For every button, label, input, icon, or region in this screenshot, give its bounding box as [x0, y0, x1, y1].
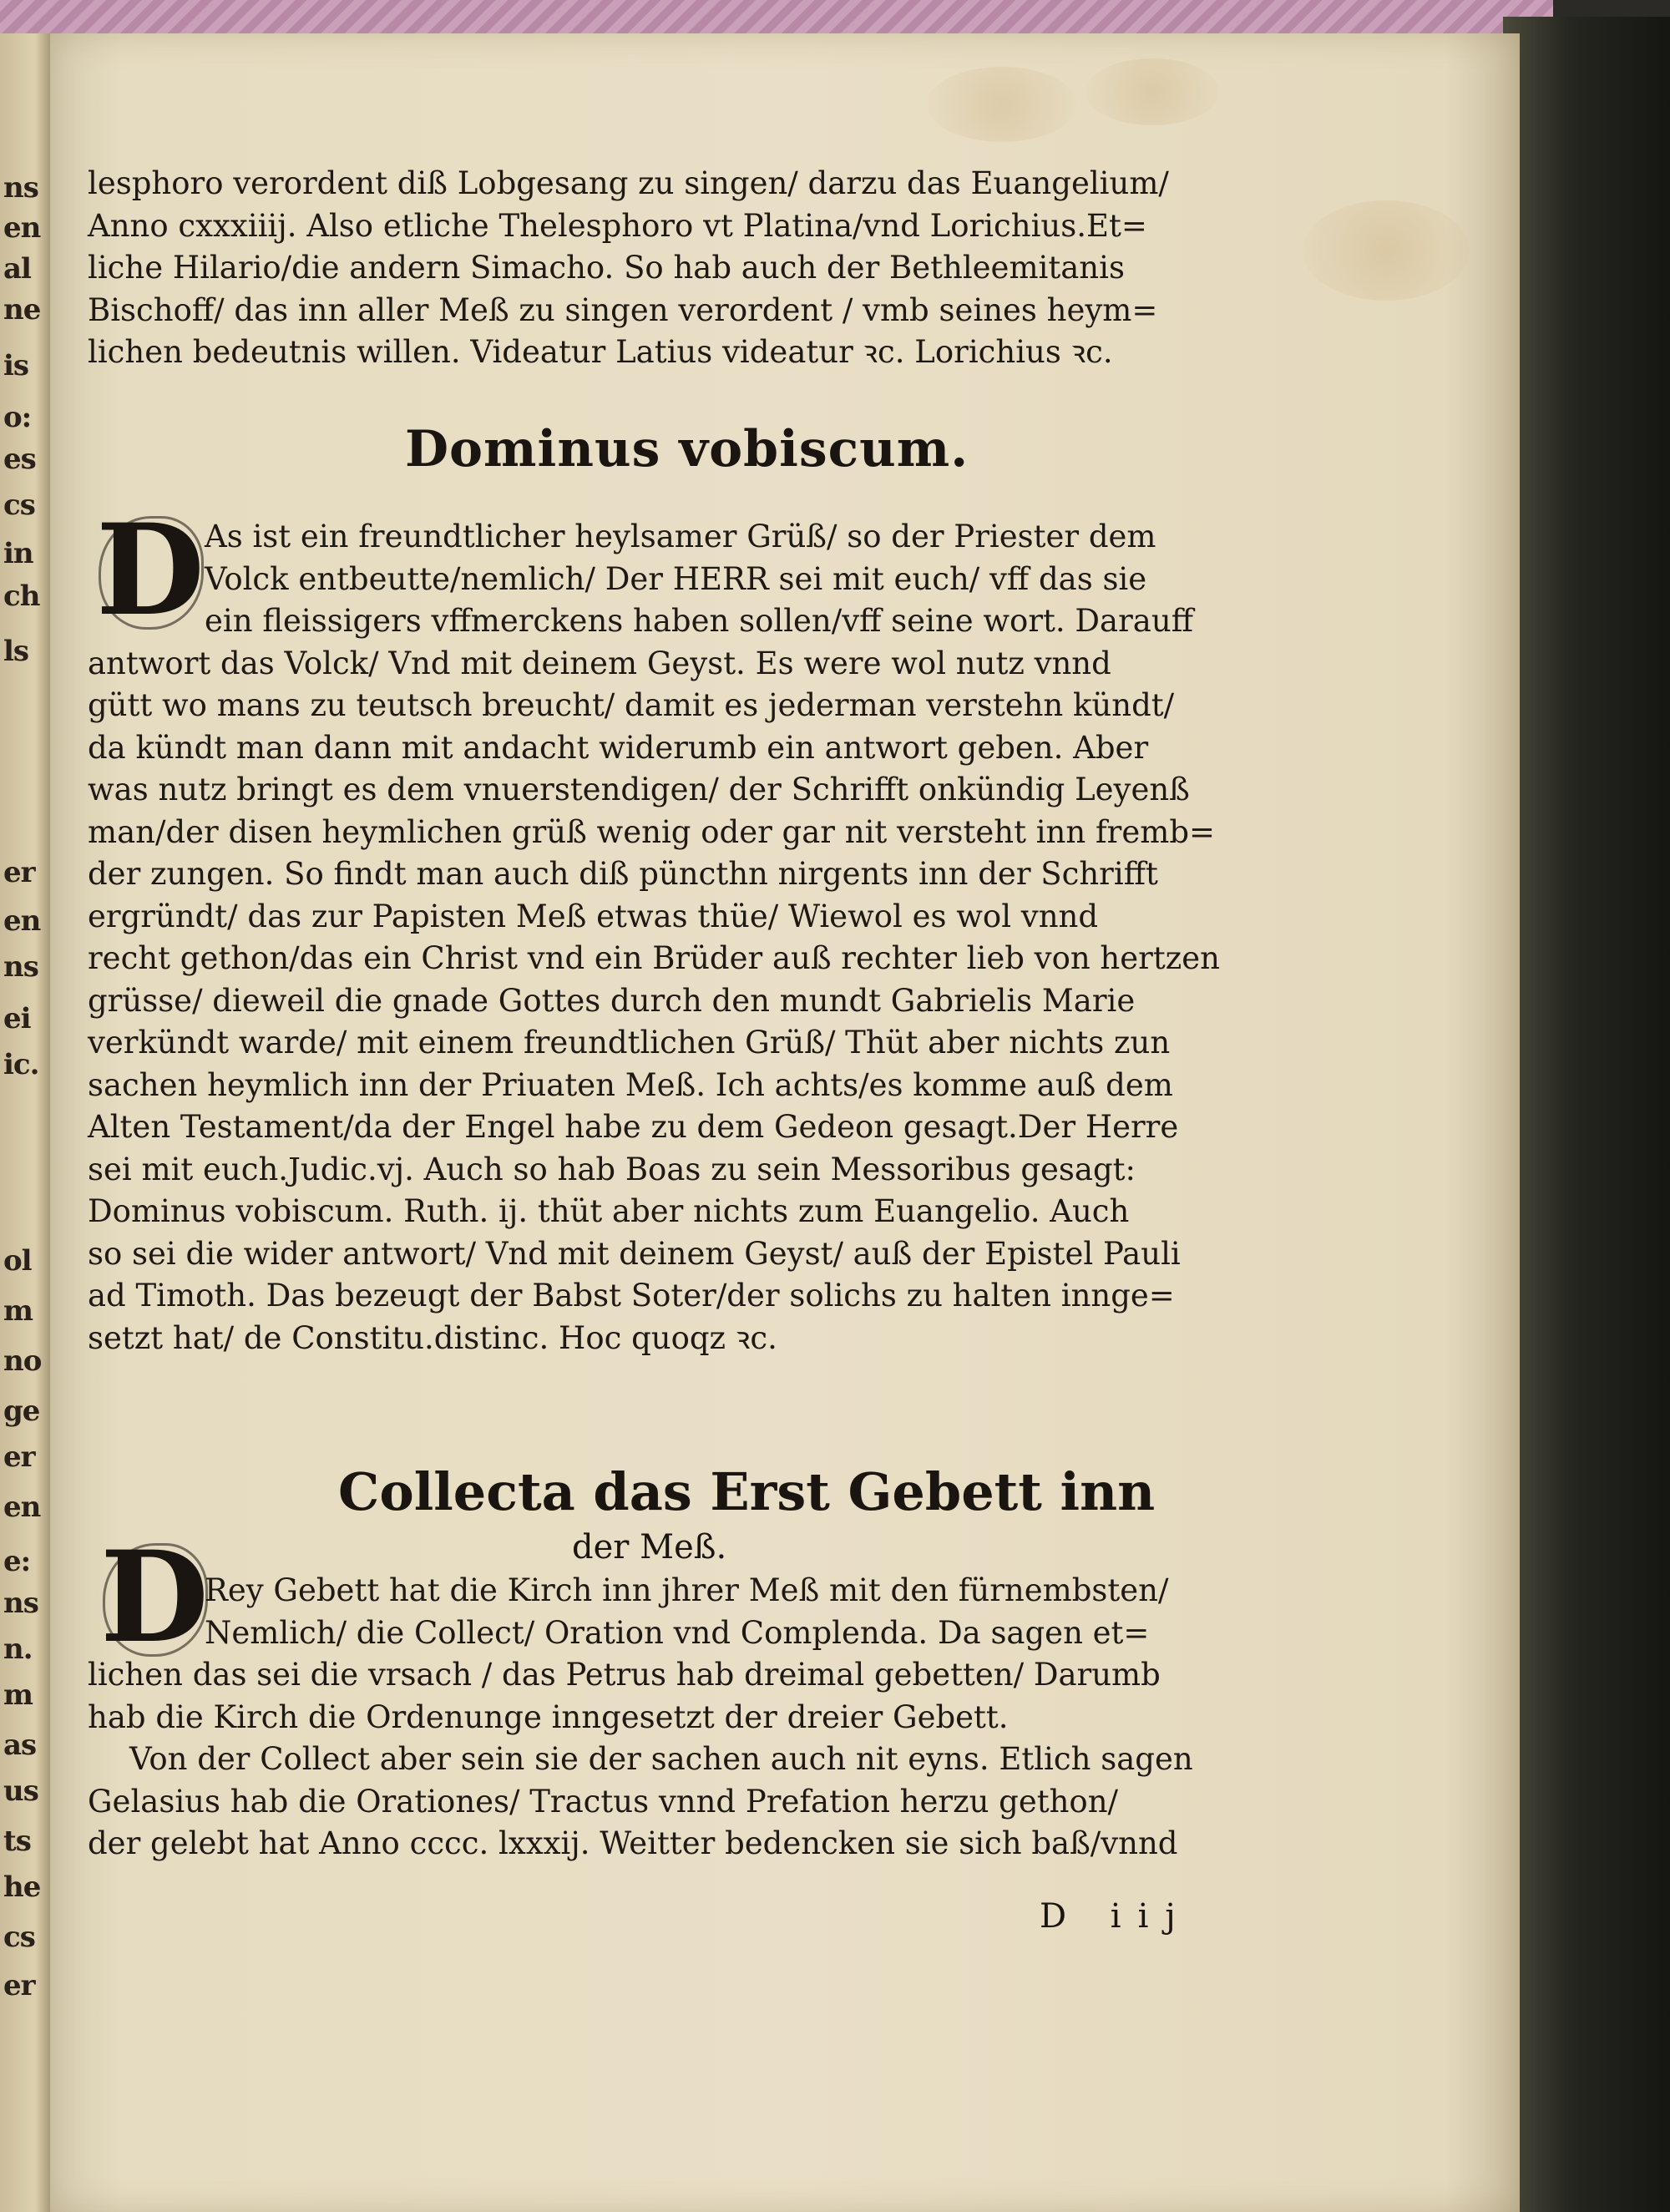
text-line: verkündt warde/ mit einem freundtlichen Grüß/ Thüt aber nichts zun — [88, 1025, 1171, 1060]
left-page-fragment: is — [3, 349, 29, 382]
left-page-fragment: es — [3, 443, 36, 476]
text-line: was nutz bringt es dem vnuerstendigen/ der Schrifft onkündig Leyenß — [88, 772, 1190, 807]
text-line: Anno cxxxiiij. Also etliche Thelesphoro vt Platina/vnd Lorichius.Et= — [88, 207, 1147, 244]
stain — [1303, 200, 1470, 301]
section-collecta — [88, 1570, 1307, 1865]
text-line: so sei die wider antwort/ Vnd mit deinem Geyst/ auß der Epistel Pauli — [88, 1235, 1181, 1272]
left-page-fragment: ol — [3, 1244, 32, 1278]
left-page-fragment: ne — [3, 293, 41, 326]
heading-collecta: Collecta das Erst Gebett inn — [338, 1461, 1156, 1522]
left-page-fragment: ts — [3, 1825, 31, 1858]
text-line: sachen heymlich inn der Priuaten Meß. Ich achts/es komme auß dem — [88, 1066, 1173, 1103]
text-line: da kündt man dann mit andacht widerumb ein antwort geben. Aber — [88, 729, 1149, 766]
left-page-fragment: ge — [3, 1395, 40, 1428]
left-page-fragment: no — [3, 1344, 42, 1378]
text-line: antwort das Volck/ Vnd mit deinem Geyst. Es were wol nutz vnnd — [88, 645, 1111, 681]
left-page-fragment: m — [3, 1294, 33, 1328]
text-line: gütt wo mans zu teutsch breucht/ damit es jederman verstehn kündt/ — [88, 687, 1175, 723]
left-page-fragment: ch — [3, 580, 40, 613]
text-line: grüsse/ dieweil die gnade Gottes durch den mundt Gabrielis Marie — [88, 982, 1136, 1019]
text-line: der zungen. So findt man auch diß püncthn nirgents inn der Schrifft — [88, 856, 1158, 892]
text-line: Bischoff/ das inn aller Meß zu singen verordent / vmb seines heym= — [88, 291, 1158, 328]
text-line: ergründt/ das zur Papisten Meß etwas thüe/ Wiewol es wol vnnd — [88, 898, 1099, 934]
signature-mark: D iij — [1040, 1897, 1192, 1936]
left-page-fragment: ns — [3, 171, 38, 205]
text-line: lichen das sei die vrsach / das Petrus hab dreimal gebetten/ Darumb — [88, 1657, 1161, 1693]
heading-collecta-subline: der Meß. — [572, 1528, 727, 1567]
text-line: liche Hilario/die andern Simacho. So hab auch der Bethleemitanis — [88, 250, 1125, 286]
text-line: Dominus vobiscum. Ruth. ij. thüt aber nichts zum Euangelio. Auch — [88, 1193, 1130, 1229]
heading-dominus-vobiscum: Dominus vobiscum. — [405, 420, 969, 478]
section-top-paragraph — [88, 163, 1307, 374]
left-page-fragment: al — [3, 252, 31, 286]
text-line: Nemlich/ die Collect/ Oration vnd Complenda. Da sagen et= — [205, 1614, 1150, 1651]
stain — [1086, 58, 1219, 125]
left-page-fragment: en — [3, 1491, 41, 1524]
text-line: man/der disen heymlichen grüß wenig oder gar nit versteht inn fremb= — [88, 813, 1216, 850]
left-page-edge — [0, 33, 50, 2212]
left-page-fragment: ei — [3, 1002, 31, 1035]
left-page-fragment: m — [3, 1678, 33, 1712]
text-line: der gelebt hat Anno cccc. lxxxij. Weitter bedencken sie sich baß/vnnd — [88, 1825, 1178, 1861]
left-page-fragment: us — [3, 1774, 38, 1808]
text-line: Gelasius hab die Orationes/ Tractus vnnd Prefation herzu gethon/ — [88, 1783, 1119, 1820]
left-page-fragment: n. — [3, 1632, 33, 1666]
left-page-fragment: ic. — [3, 1048, 39, 1081]
decorated-initial: D — [96, 1535, 213, 1660]
book-page — [50, 33, 1520, 2212]
left-page-fragment: as — [3, 1729, 37, 1762]
text-line: ein fleissigers vffmerckens haben sollen/vff seine wort. Darauff — [205, 603, 1193, 639]
left-page-fragment: ns — [3, 1587, 38, 1620]
text-line: sei mit euch.Judic.vj. Auch so hab Boas zu sein Messoribus gesagt: — [88, 1151, 1136, 1187]
endpaper-edge — [0, 0, 1553, 33]
text-line: lesphoro verordent diß Lobgesang zu singen/ darzu das Euangelium/ — [88, 165, 1169, 201]
stain — [927, 67, 1077, 142]
text-line: setzt hat/ de Constitu.distinc. Hoc quoqz ꝛc. — [88, 1319, 777, 1356]
left-page-fragment: ls — [3, 635, 29, 668]
text-line: Rey Gebett hat die Kirch inn jhrer Meß mit den fürnembsten/ — [205, 1572, 1169, 1608]
left-page-fragment: e: — [3, 1545, 31, 1578]
left-page-fragment: en — [3, 211, 41, 245]
text-line: Alten Testament/da der Engel habe zu dem Gedeon gesagt.Der Herre — [88, 1109, 1179, 1145]
left-page-fragment: o: — [3, 401, 32, 434]
left-page-fragment: in — [3, 537, 33, 570]
section-dominus-vobiscum — [88, 516, 1307, 1359]
decorated-initial: D — [92, 508, 209, 633]
book-cover-edge — [1503, 17, 1670, 2212]
left-page-fragment: cs — [3, 488, 35, 522]
text-line: Von der Collect aber sein sie der sachen auch nit eyns. Etlich sagen — [129, 1741, 1193, 1777]
text-line: recht gethon/das ein Christ vnd ein Brüder auß rechter lieb von hertzen — [88, 940, 1220, 976]
left-page-fragment: er — [3, 1440, 35, 1474]
left-page-fragment: he — [3, 1870, 41, 1904]
text-line: lichen bedeutnis willen. Videatur Latius videatur ꝛc. Lorichius ꝛc. — [88, 334, 1113, 370]
left-page-fragment: ns — [3, 950, 38, 984]
text-line: Volck entbeutte/nemlich/ Der HERR sei mit euch/ vff das sie — [205, 560, 1147, 597]
left-page-fragment: en — [3, 904, 41, 938]
text-line: ad Timoth. Das bezeugt der Babst Soter/der solichs zu halten innge= — [88, 1278, 1175, 1314]
text-line: hab die Kirch die Ordenunge inngesetzt der dreier Gebett. — [88, 1698, 1009, 1735]
left-page-fragment: er — [3, 1969, 35, 2002]
text-line: As ist ein freundtlicher heylsamer Grüß/ so der Priester dem — [205, 519, 1156, 554]
left-page-fragment: cs — [3, 1921, 35, 1954]
left-page-fragment: er — [3, 856, 35, 889]
